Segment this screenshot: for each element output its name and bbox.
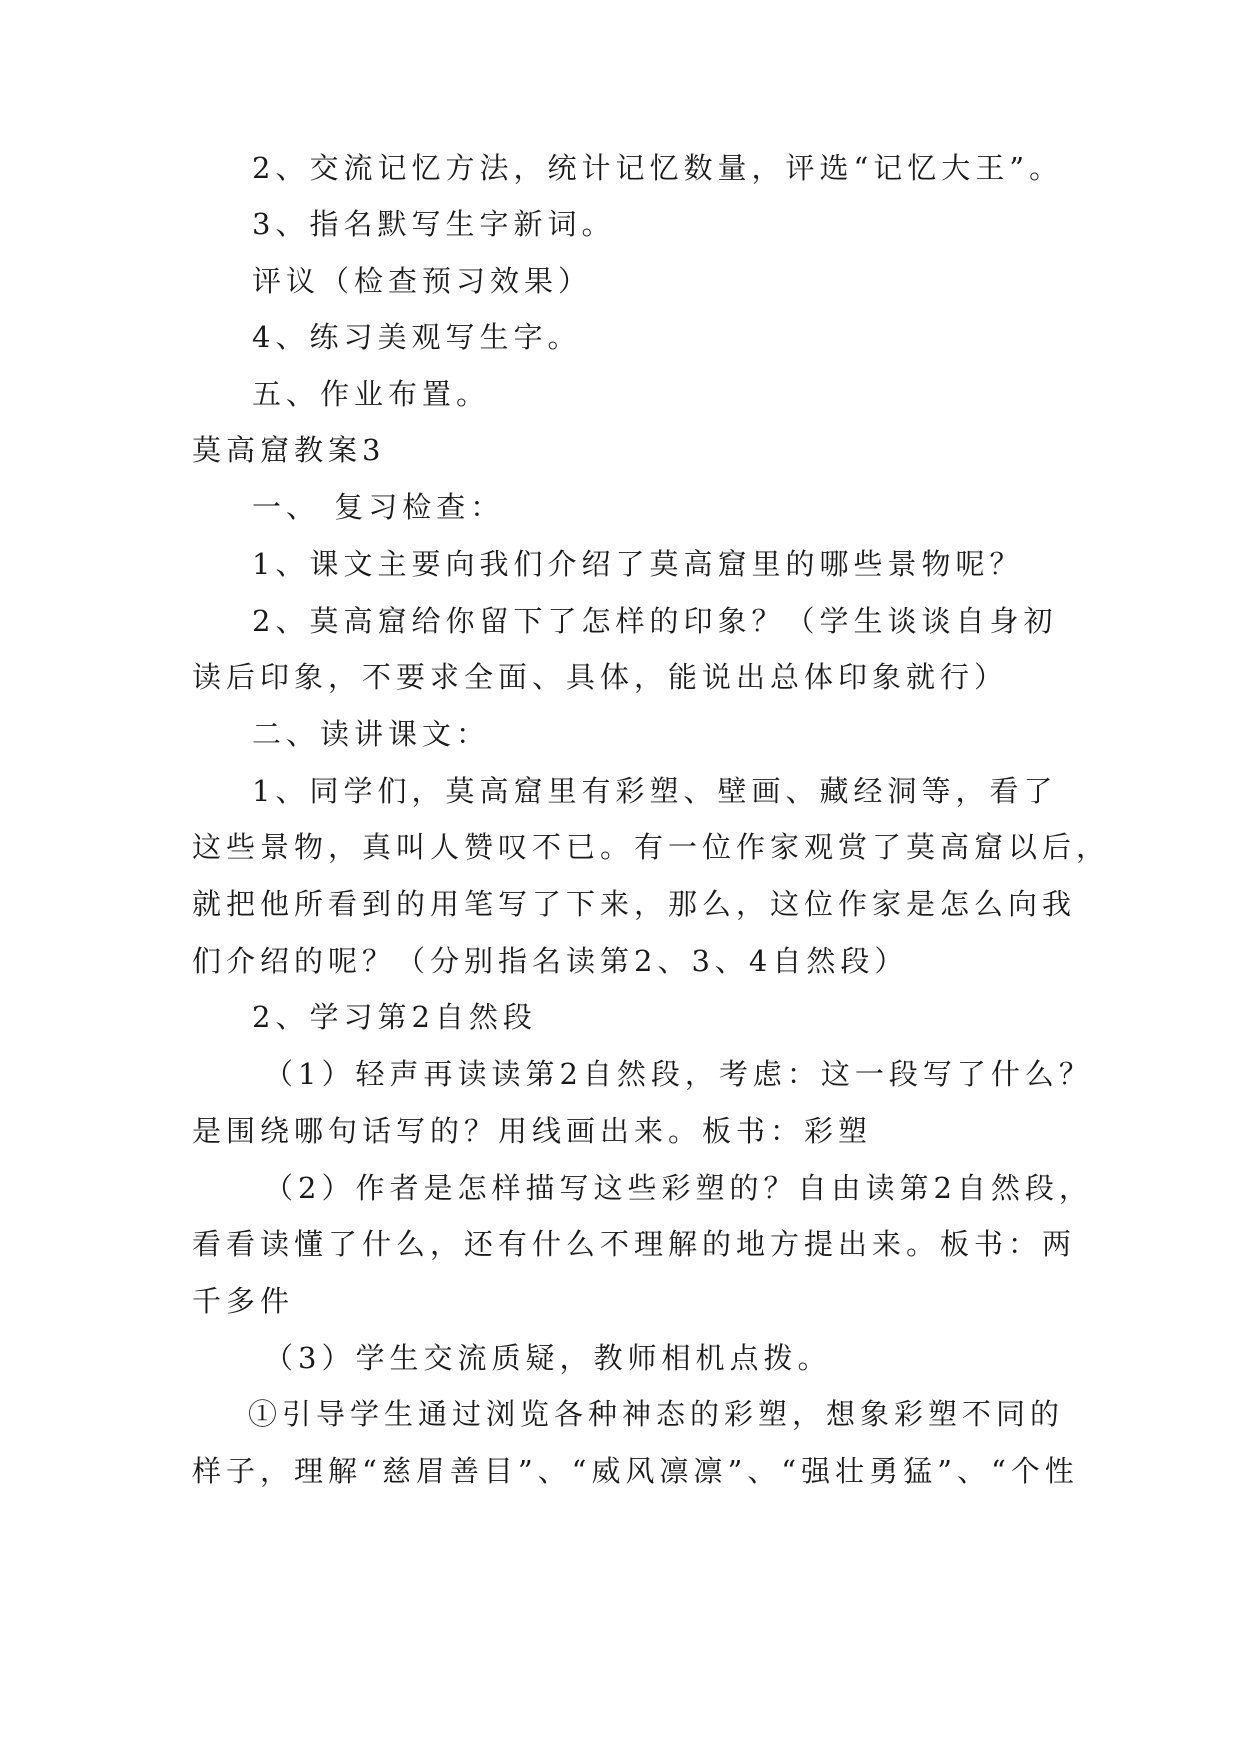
text-line: 评议（检查预习效果） <box>252 264 593 298</box>
text-line: 就把他所看到的用笔写了下来，那么，这位作家是怎么向我 <box>192 887 1077 921</box>
text-line: 2、莫高窟给你留下了怎样的印象？（学生谈谈自身初 <box>252 604 1058 638</box>
section-heading: 莫高窟教案3 <box>192 433 386 467</box>
text-line: 1、课文主要向我们介绍了莫高窟里的哪些景物呢？ <box>252 547 1024 581</box>
text-line: 读后印象，不要求全面、具体，能说出总体印象就行） <box>192 660 1009 694</box>
text-line: 千多件 <box>192 1284 295 1318</box>
text-line: 五、作业布置。 <box>252 377 491 411</box>
text-line: （1）轻声再读读第2自然段，考虑：这一段写了什么？ <box>264 1057 1093 1091</box>
text-line: 二、读讲课文： <box>252 717 491 751</box>
text-line: 1、同学们，莫高窟里有彩塑、壁画、藏经洞等，看了 <box>252 774 1058 808</box>
text-line: 看看读懂了什么，还有什么不理解的地方提出来。板书：两 <box>192 1227 1077 1261</box>
text-line: 3、指名默写生字新词。 <box>252 207 616 241</box>
text-line: ①引导学生通过浏览各种神态的彩塑，想象彩塑不同的 <box>248 1397 1065 1431</box>
text-line: （3）学生交流质疑，教师相机点拨。 <box>264 1341 832 1375</box>
text-line: 这些景物，真叫人赞叹不已。有一位作家观赏了莫高窟以后， <box>192 830 1111 864</box>
text-line: 2、交流记忆方法，统计记忆数量，评选“记忆大王”。 <box>252 151 1064 185</box>
text-line: 样子，理解“慈眉善目”、“威风凛凛”、“强壮勇猛”、“个性 <box>192 1454 1079 1488</box>
text-line: 们介绍的呢？（分别指名读第2、3、4自然段） <box>192 944 909 978</box>
text-line: 是围绕哪句话写的？用线画出来。板书：彩塑 <box>192 1114 873 1148</box>
text-line: 4、练习美观写生字。 <box>252 320 582 354</box>
text-line: 一、 复习检查： <box>252 490 505 524</box>
text-line: （2）作者是怎样描写这些彩塑的？自由读第2自然段， <box>264 1171 1093 1205</box>
text-line: 2、学习第2自然段 <box>252 1000 537 1034</box>
